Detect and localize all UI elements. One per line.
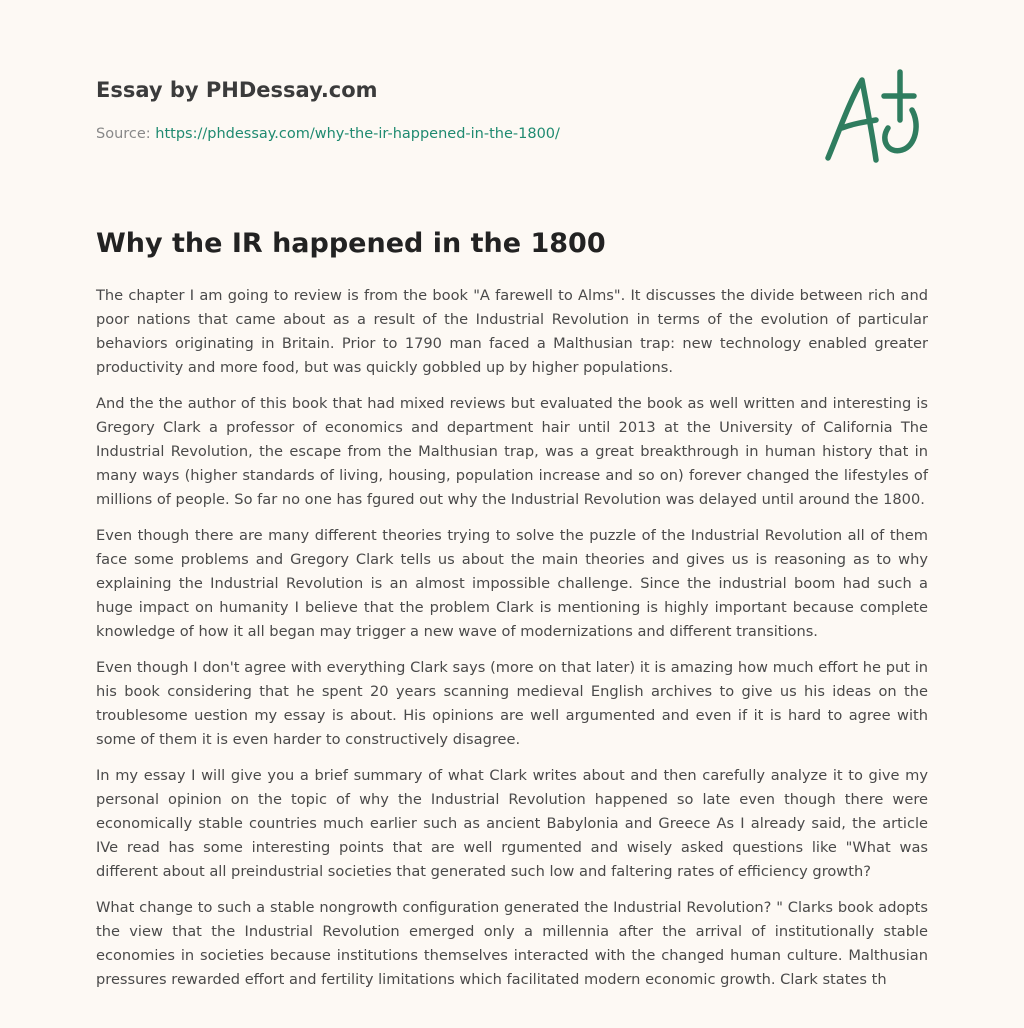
source-link[interactable]: https://phdessay.com/why-the-ir-happened-in-the-1800/	[155, 126, 560, 142]
a-plus-logo-icon	[816, 62, 932, 170]
essay-title: Why the IR happened in the 1800	[96, 228, 606, 259]
essay-paragraph: And the the author of this book that had mixed reviews but evaluated the book as well written and interesting is Gregory Clark a professor of economics and department hair until 2013 at the University of California The Industrial Revolution, the escape from the Malthusian trap, was a great breakthrough in human history that in many ways (higher standards of living, housing, population increase and so on) forever changed the lifestyles of millions of people. So far no one has fgured out why the Industrial Revolution was delayed until around the 1800.	[96, 395, 928, 508]
source-label: Source:	[96, 126, 156, 142]
essay-paragraph: What change to such a stable nongrowth configuration generated the Industrial Revolution? " Clarks book adopts the view that the Industrial Revolution emerged only a millennia after the arrival of institutionally stable economies in societies because institutions themselves interacted with the changed human culture. Malthusian pressures rewarded effort and fertility limitations which facilitated modern economic growth. Clark states th	[96, 899, 928, 988]
source-line	[96, 124, 796, 144]
essay-paragraph: Even though there are many different theories trying to solve the puzzle of the Industrial Revolution all of them face some problems and Gregory Clark tells us about the main theories and gives us is reasoning as to why explaining the Industrial Revolution is an almost impossible challenge. Since the industrial boom had such a huge impact on humanity I believe that the problem Clark is mentioning is highly important because complete knowledge of how it all began may trigger a new wave of modernizations and different transitions.	[96, 527, 928, 640]
brand-title: Essay by PHDessay.com	[96, 78, 378, 102]
essay-paragraph: In my essay I will give you a brief summary of what Clark writes about and then carefully analyze it to give my personal opinion on the topic of why the Industrial Revolution happened so late even though there were economically stable countries much earlier such as ancient Babylonia and Greece As I already said, the article IVe read has some interesting points that are well rgumented and wisely asked questions like "What was different about all preindustrial societies that generated such low and faltering rates of efficiency growth?	[96, 767, 928, 880]
essay-body	[96, 284, 928, 1004]
essay-header	[96, 76, 796, 144]
essay-paragraph: Even though I don't agree with everything Clark says (more on that later) it is amazing how much effort he put in his book considering that he spent 20 years scanning medieval English archives to give us his ideas on the troublesome uestion my essay is about. His opinions are well argumented and even if it is hard to agree with some of them it is even harder to constructively disagree.	[96, 659, 928, 748]
essay-paragraph: The chapter I am going to review is from the book "A farewell to Alms". It discusses the divide between rich and poor nations that came about as a result of the Industrial Revolution in terms of the evolution of particular behaviors originating in Britain. Prior to 1790 man faced a Malthusian trap: new technology enabled greater productivity and more food, but was quickly gobbled up by higher populations.	[96, 287, 928, 376]
